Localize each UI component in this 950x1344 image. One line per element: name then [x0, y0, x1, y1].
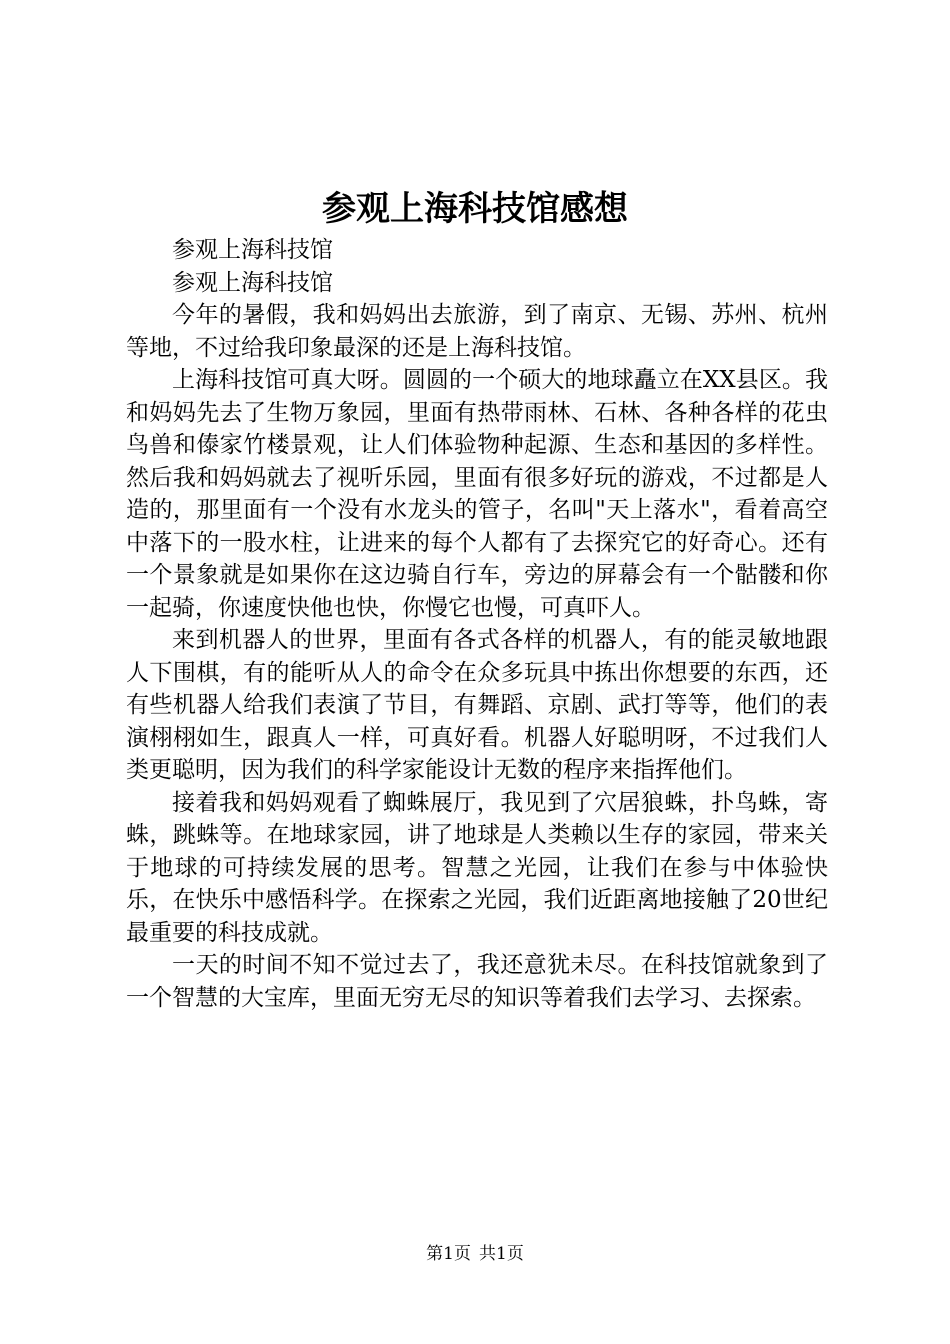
- paragraph-subtitle-1: 参观上海科技馆: [172, 237, 333, 263]
- paragraph-subtitle-2: 参观上海科技馆: [172, 269, 333, 296]
- document-title: 参观上海科技馆感想: [322, 189, 628, 229]
- paragraph-museum: 上海科技馆可真大呀。圆圆的一个硕大的地球矗立在XX县区。我和妈妈先去了生物万象园，里面有热带雨林、石林、各种各样的花虫鸟兽和傣家竹楼景观，让人们体验物种起源、生态和基因的多样性。然后我和妈妈就去了视听乐园，里面有很多好玩的游戏，不过都是人造的，那里面有一个没有水龙头的管子，名叫"天上落水"，看着高空中落下的一股水柱，让进来的每个人都有了去探究它的好奇心。还有一个景象就是如果你在这边骑自行车，旁边的屏幕会有一个骷髅和你一起骑，你速度快他也快，你慢它也慢，可真吓人。: [126, 367, 828, 621]
- paragraph-spiders: 接着我和妈妈观看了蜘蛛展厅，我见到了穴居狼蛛，扑鸟蛛，寄蛛，跳蛛等。在地球家园，讲了地球是人类赖以生存的家园，带来关于地球的可持续发展的思考。智慧之光园，让我们在参与中体验快乐，在快乐中感悟科学。在探索之光园，我们近距离地接触了20世纪最重要的科技成就。: [126, 789, 828, 946]
- paragraph-intro: 今年的暑假，我和妈妈出去旅游，到了南京、无锡、苏州、杭州等地，不过给我印象最深的还是上海科技馆。: [126, 302, 828, 361]
- page-footer: [0, 1242, 950, 1266]
- document-body: [126, 234, 828, 1014]
- paragraph-conclusion: 一天的时间不知不觉过去了，我还意犹未尽。在科技馆就象到了一个智慧的大宝库，里面无穷无尽的知识等着我们去学习、去探索。: [126, 952, 828, 1011]
- page-number-current: 第1页: [426, 1244, 471, 1264]
- paragraph-robots: 来到机器人的世界，里面有各式各样的机器人，有的能灵敏地跟人下围棋，有的能听从人的命令在众多玩具中拣出你想要的东西，还有些机器人给我们表演了节目，有舞蹈、京剧、武打等等，他们的表演栩栩如生，跟真人一样，可真好看。机器人好聪明呀，不过我们人类更聪明，因为我们的科学家能设计无数的程序来指挥他们。: [126, 627, 828, 783]
- page-number-total: 共1页: [479, 1244, 524, 1264]
